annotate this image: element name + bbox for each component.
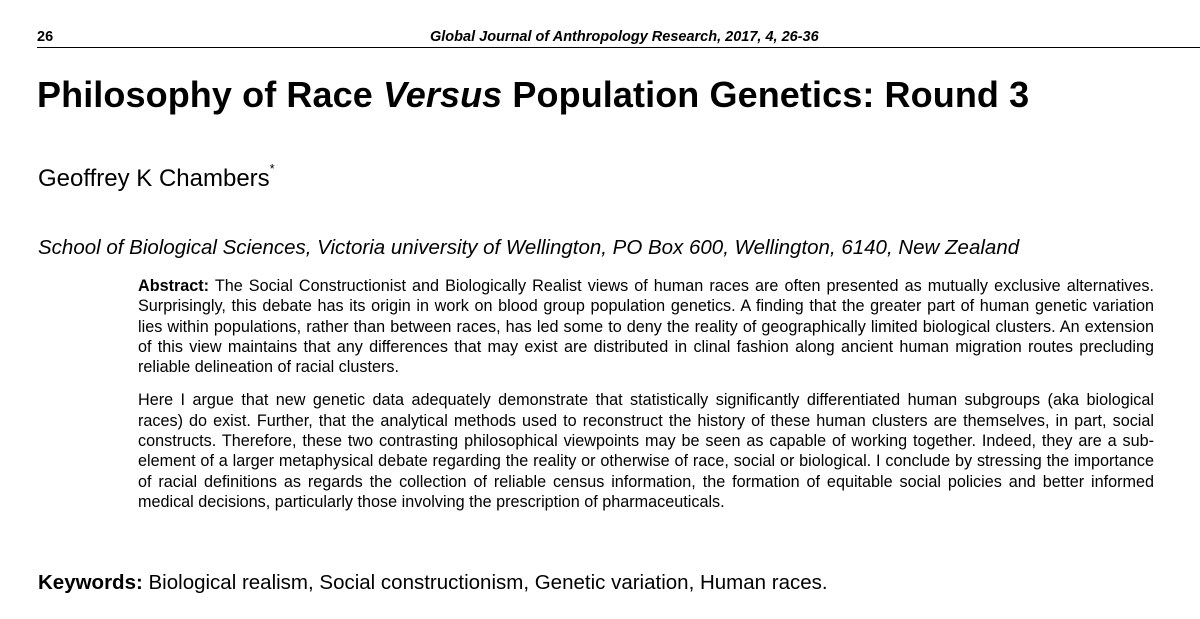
header-divider (37, 47, 1200, 48)
abstract-paragraph-2: Here I argue that new genetic data adequately demonstrate that statistically significantly differentiated human subgroups (aka biological races) do exist. Further, that the analytical methods used to reconstruct the history of these human clusters are themselves, in part, social constructs. Therefore, these two contrasting philosophical viewpoints may be seen as capable of working together. Indeed, they are a sub-element of a larger metaphysical debate regarding the reality or otherwise of race, social or biological. I conclude by stressing the importance of racial definitions as regards the collection of reliable census information, the formation of equitable social policies and better informed medical decisions, particularly those involving the prescription of pharmaceuticals. (138, 391, 1154, 511)
abstract-label: Abstract: (138, 277, 210, 295)
running-header (37, 26, 1200, 48)
abstract (138, 276, 1154, 512)
keywords (38, 571, 828, 595)
corresponding-author-marker: * (269, 161, 275, 176)
paper-title (37, 74, 1029, 116)
author-affiliation: School of Biological Sciences, Victoria university of Wellington, PO Box 600, Wellington, 6140, New Zealand (38, 236, 1020, 259)
keywords-label: Keywords: (38, 571, 143, 594)
abstract-paragraph-1-text: The Social Constructionist and Biologically Realist views of human races are often presented as mutually exclusive alternatives. Surprisingly, this debate has its origin in work on blood group population genetics. A finding that the greater part of human genetic variation lies within populations, rather than between races, has led some to deny the reality of geographically limited biological clusters. An extension of this view maintains that any differences that may exist are distributed in clinal fashion along ancient human migration routes precluding reliable delineation of racial clusters. (138, 277, 1154, 377)
title-part-3: Population Genetics: Round 3 (502, 74, 1030, 115)
author-line (38, 161, 275, 193)
journal-citation: Global Journal of Anthropology Research, 2017, 4, 26-36 (430, 29, 819, 45)
keywords-text: Biological realism, Social constructionism, Genetic variation, Human races. (142, 571, 828, 594)
page-number: 26 (37, 29, 54, 45)
author-name: Geoffrey K Chambers (38, 165, 270, 192)
abstract-paragraph-1 (138, 276, 1154, 377)
title-part-2-italic: Versus (382, 74, 503, 115)
title-part-1: Philosophy of Race (37, 74, 383, 115)
